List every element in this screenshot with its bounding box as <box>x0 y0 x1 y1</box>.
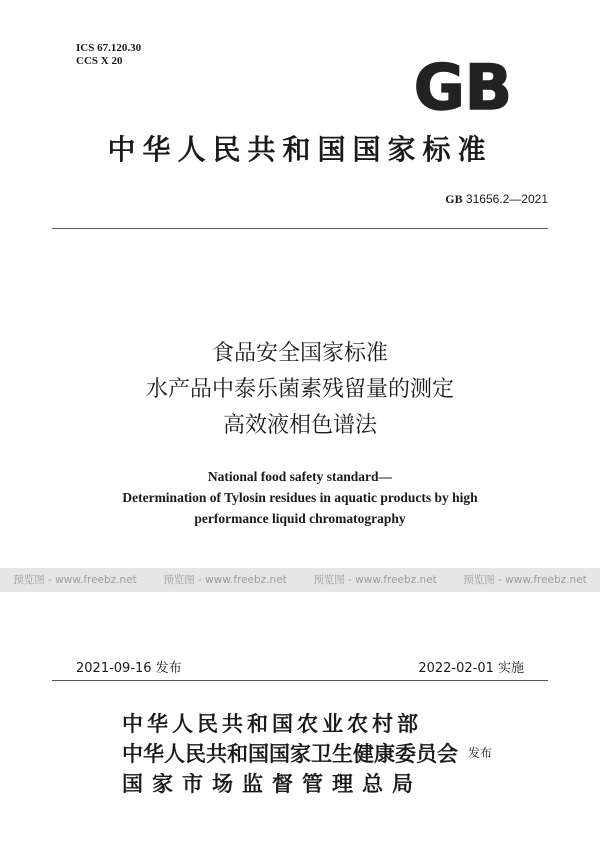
chinese-title-line-1: 食品安全国家标准 <box>211 341 388 366</box>
watermark-item: 预览图 - www.freebz.net <box>463 574 587 586</box>
watermark-item: 预览图 - www.freebz.net <box>13 574 137 586</box>
watermark-banner <box>0 568 600 592</box>
top-divider <box>52 228 548 229</box>
watermark-item: 预览图 - www.freebz.net <box>163 574 287 586</box>
english-title-line-1: National food safety standard— <box>207 469 393 484</box>
issuer-verb: 发布 <box>468 746 493 760</box>
ics-code: ICS 67.120.30 <box>76 42 142 54</box>
bottom-divider <box>52 680 548 681</box>
english-title-line-3: performance liquid chromatography <box>194 511 406 526</box>
issuer-health-commission: 中华人民共和国国家卫生健康委员会 <box>122 742 458 766</box>
standard-number-value: 31656.2—2021 <box>465 192 548 206</box>
english-title <box>0 466 600 529</box>
issuer-ministry-agriculture: 中华人民共和国农业农村部 <box>122 712 422 736</box>
chinese-title-line-2: 水产品中泰乐菌素残留量的测定 <box>145 377 454 402</box>
issuer-market-regulation: 国家市场监督管理总局 <box>122 772 422 796</box>
gb-logo <box>404 55 522 117</box>
classification-codes <box>76 42 141 68</box>
chinese-title-line-3: 高效液相色谱法 <box>222 413 377 438</box>
watermark-item: 预览图 - www.freebz.net <box>313 574 437 586</box>
release-date: 2021-09-16 发布 <box>76 661 182 676</box>
gb-logo-text: GB <box>413 55 513 117</box>
implementation-date: 2022-02-01 实施 <box>418 661 524 676</box>
standard-number <box>445 192 548 207</box>
standard-type-heading: 中华人民共和国国家标准 <box>107 133 493 166</box>
english-title-line-2: Determination of Tylosin residues in aquatic products by high <box>122 490 478 505</box>
chinese-title <box>0 336 600 444</box>
standard-number-prefix: GB <box>445 192 463 206</box>
ccs-code: CCS X 20 <box>76 55 123 67</box>
